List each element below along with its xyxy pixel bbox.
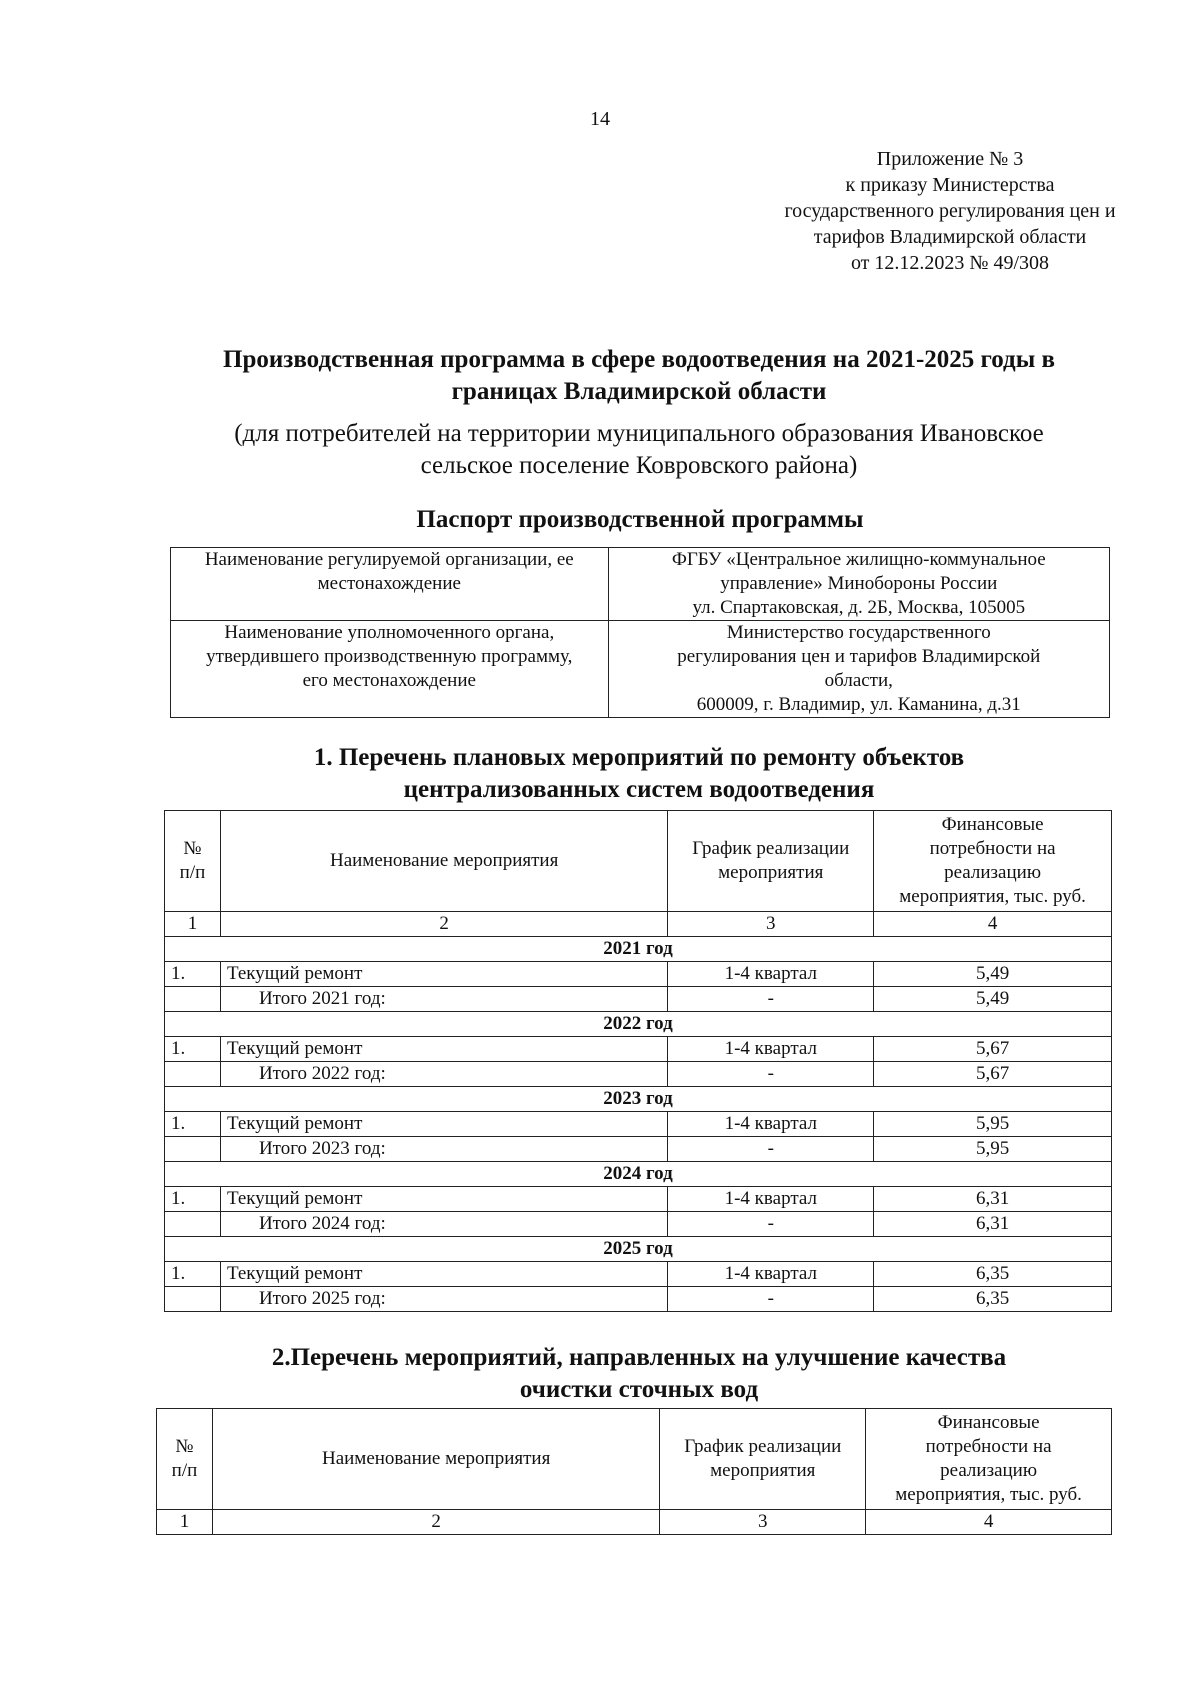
- cell-line: мероприятия: [718, 862, 824, 883]
- row-num: 1.: [165, 1262, 221, 1287]
- row-num: 1.: [165, 1112, 221, 1137]
- row-schedule: 1-4 квартал: [668, 1262, 874, 1287]
- appendix-block: [665, 146, 1200, 276]
- repair-measures-table: [164, 810, 1112, 1312]
- table-row: [165, 1262, 1112, 1287]
- cell-line: п/п: [179, 862, 206, 883]
- column-number-row: [165, 912, 1112, 937]
- row-name: Текущий ремонт: [220, 1037, 667, 1062]
- total-label: Итого 2021 год:: [220, 987, 667, 1012]
- col-number: 1: [165, 912, 221, 937]
- col-number: 1: [157, 1510, 213, 1535]
- cell-line: Министерство государственного: [726, 622, 991, 643]
- total-row: [165, 987, 1112, 1012]
- table-row: [165, 1187, 1112, 1212]
- col-number: 3: [660, 1510, 866, 1535]
- total-amount: 6,31: [874, 1212, 1112, 1237]
- appendix-line: к приказу Министерства: [845, 174, 1055, 196]
- header-schedule: [660, 1409, 866, 1510]
- appendix-line: государственного регулирования цен и: [784, 200, 1116, 222]
- total-amount: 6,35: [874, 1287, 1112, 1312]
- year-row: [165, 937, 1112, 962]
- total-amount: 5,49: [874, 987, 1112, 1012]
- year-row: [165, 1162, 1112, 1187]
- passport-label-cell: [171, 621, 609, 718]
- table-row: [165, 1112, 1112, 1137]
- total-label: Итого 2024 год:: [220, 1212, 667, 1237]
- cell-line: реализацию: [940, 1460, 1038, 1481]
- row-amount: 6,31: [874, 1187, 1112, 1212]
- header-num: [157, 1409, 213, 1510]
- year-row: [165, 1237, 1112, 1262]
- year-label: 2025 год: [165, 1237, 1112, 1262]
- cell-line: мероприятия, тыс. руб.: [899, 886, 1086, 907]
- total-schedule: -: [668, 1062, 874, 1087]
- row-amount: 5,95: [874, 1112, 1112, 1137]
- row-schedule: 1-4 квартал: [668, 1037, 874, 1062]
- wastewater-quality-table: [156, 1408, 1112, 1535]
- cell-line: мероприятия, тыс. руб.: [895, 1484, 1082, 1505]
- cell-line: регулирования цен и тарифов Владимирской: [677, 646, 1041, 667]
- cell-line: управление» Минобороны России: [720, 573, 998, 594]
- cell-line: реализацию: [944, 862, 1042, 883]
- total-row: [165, 1137, 1112, 1162]
- row-num: 1.: [165, 1037, 221, 1062]
- cell-line: График реализации: [684, 1436, 842, 1457]
- year-label: 2021 год: [165, 937, 1112, 962]
- total-label: Итого 2023 год:: [220, 1137, 667, 1162]
- row-num: [165, 1287, 221, 1312]
- cell-line: №: [175, 1436, 194, 1457]
- total-row: [165, 1212, 1112, 1237]
- total-amount: 5,67: [874, 1062, 1112, 1087]
- subtitle-line: (для потребителей на территории муниципального образования Ивановское: [234, 420, 1044, 447]
- cell-line: Наименование уполномоченного органа,: [224, 622, 555, 643]
- year-label: 2023 год: [165, 1087, 1112, 1112]
- appendix-line: от 12.12.2023 № 49/308: [850, 252, 1050, 274]
- row-num: 1.: [165, 1187, 221, 1212]
- appendix-line: Приложение № 3: [876, 148, 1024, 170]
- header-finance: [866, 1409, 1112, 1510]
- cell-line: Наименование регулируемой организации, ее: [204, 549, 574, 570]
- cell-line: потребности на: [925, 1436, 1052, 1457]
- row-num: [165, 1212, 221, 1237]
- total-schedule: -: [668, 1287, 874, 1312]
- total-row: [165, 1062, 1112, 1087]
- cell-line: потребности на: [929, 838, 1056, 859]
- cell-line: Финансовые: [937, 1412, 1040, 1433]
- cell-line: мероприятия: [710, 1460, 816, 1481]
- passport-label-cell: [171, 548, 609, 621]
- header-name: Наименование мероприятия: [220, 811, 667, 912]
- row-amount: 5,67: [874, 1037, 1112, 1062]
- header-name: Наименование мероприятия: [212, 1409, 659, 1510]
- title-line: Производственная программа в сфере водоотведения на 2021-2025 годы в: [223, 346, 1055, 373]
- row-schedule: 1-4 квартал: [668, 1112, 874, 1137]
- total-amount: 5,95: [874, 1137, 1112, 1162]
- row-amount: 5,49: [874, 962, 1112, 987]
- total-label: Итого 2022 год:: [220, 1062, 667, 1087]
- cell-line: ул. Спартаковская, д. 2Б, Москва, 105005: [692, 597, 1026, 618]
- row-num: 1.: [165, 962, 221, 987]
- passport-heading: Паспорт производственной программы: [416, 506, 864, 533]
- col-number: 2: [212, 1510, 659, 1535]
- passport-row-organization: [171, 548, 1110, 621]
- heading-line: централизованных систем водоотведения: [403, 776, 875, 803]
- row-num: [165, 987, 221, 1012]
- page-number: 14: [590, 108, 610, 130]
- total-schedule: -: [668, 987, 874, 1012]
- section1-heading: [150, 742, 1128, 806]
- row-name: Текущий ремонт: [220, 1112, 667, 1137]
- total-schedule: -: [668, 1137, 874, 1162]
- cell-line: Финансовые: [941, 814, 1044, 835]
- row-num: [165, 1137, 221, 1162]
- section2-heading: [150, 1342, 1128, 1406]
- cell-line: его местонахождение: [302, 670, 476, 691]
- header-schedule: [668, 811, 874, 912]
- title-line: границах Владимирской области: [451, 378, 827, 405]
- table-row: [165, 962, 1112, 987]
- appendix-line: тарифов Владимирской области: [813, 226, 1087, 248]
- cell-line: п/п: [171, 1460, 198, 1481]
- row-schedule: 1-4 квартал: [668, 1187, 874, 1212]
- header-num: [165, 811, 221, 912]
- col-number: 3: [668, 912, 874, 937]
- subtitle-line: сельское поселение Ковровского района): [420, 452, 858, 479]
- col-number: 2: [220, 912, 667, 937]
- passport-value-cell: [608, 621, 1109, 718]
- cell-line: График реализации: [692, 838, 850, 859]
- cell-line: №: [183, 838, 202, 859]
- passport-table: [170, 547, 1110, 718]
- cell-line: ФГБУ «Центральное жилищно-коммунальное: [671, 549, 1046, 570]
- year-row: [165, 1087, 1112, 1112]
- column-number-row: [157, 1510, 1112, 1535]
- cell-line: местонахождение: [317, 573, 461, 594]
- heading-line: 2.Перечень мероприятий, направленных на улучшение качества: [271, 1344, 1007, 1371]
- row-amount: 6,35: [874, 1262, 1112, 1287]
- table-row: [165, 1037, 1112, 1062]
- year-row: [165, 1012, 1112, 1037]
- year-label: 2022 год: [165, 1012, 1112, 1037]
- total-row: [165, 1287, 1112, 1312]
- col-number: 4: [874, 912, 1112, 937]
- row-name: Текущий ремонт: [220, 962, 667, 987]
- total-schedule: -: [668, 1212, 874, 1237]
- year-label: 2024 год: [165, 1162, 1112, 1187]
- row-name: Текущий ремонт: [220, 1262, 667, 1287]
- document-title: [150, 344, 1128, 408]
- row-num: [165, 1062, 221, 1087]
- table-header-row: [165, 811, 1112, 912]
- total-label: Итого 2025 год:: [220, 1287, 667, 1312]
- cell-line: 600009, г. Владимир, ул. Каманина, д.31: [696, 694, 1021, 715]
- document-subtitle: [150, 418, 1128, 482]
- table-header-row: [157, 1409, 1112, 1510]
- cell-line: утвердившего производственную программу,: [206, 646, 573, 667]
- col-number: 4: [866, 1510, 1112, 1535]
- header-finance: [874, 811, 1112, 912]
- passport-row-authority: [171, 621, 1110, 718]
- passport-value-cell: [608, 548, 1109, 621]
- row-name: Текущий ремонт: [220, 1187, 667, 1212]
- row-schedule: 1-4 квартал: [668, 962, 874, 987]
- heading-line: очистки сточных вод: [519, 1376, 759, 1403]
- cell-line: области,: [824, 670, 893, 691]
- heading-line: 1. Перечень плановых мероприятий по ремонту объектов: [313, 744, 965, 771]
